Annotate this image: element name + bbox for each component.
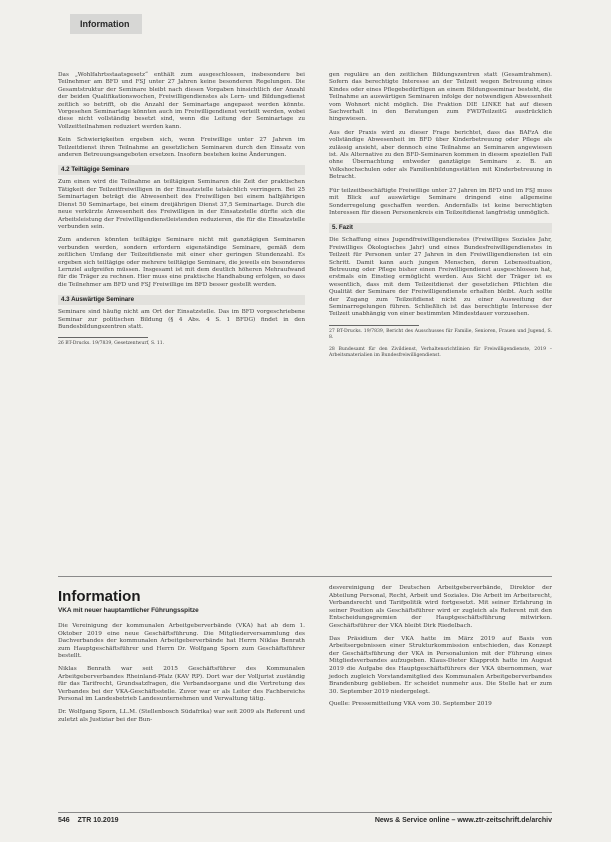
- section-divider: [58, 576, 552, 577]
- upper-left-column: [58, 72, 305, 353]
- info-title: Information: [58, 588, 141, 605]
- footer-web-link[interactable]: News & Service online – www.ztr-zeitschrift.de/archiv: [374, 817, 552, 824]
- page-number: 546: [58, 817, 70, 824]
- section-heading-4-2: 4.2 Teiltägige Seminare: [58, 165, 305, 175]
- paragraph: Aus der Praxis wird zu dieser Frage berichtet, dass das BAFzA die vollständige Abwesenheit im BFD über Kinderbetreuung oder Pflege als zulässig ansieht, aber dennoch eine Teilnahme an Seminaren angewiesen ist. Als Alternative zu den BFD-Seminaren kommen in diesem speziellen Fall ohne Übernachtung entweder ganztägige Seminare z. B. an Volkshochschulen oder als Familienbildungsstätten mit Kinderbetreuung in Betracht.: [329, 129, 552, 181]
- paragraph: Das „Wohlfahrtsstaatsgesetz“ enthält zum ausgeschlossen, insbesondere bei Teilnehmer am BFD und FSJ unter 27 Jahren keine besonderen Regelungen. Die Gesamtstruktur der Seminare bleibt nach diesen Vorgaben hinsichtlich der Anzahl der beiden Qualifikationswochen, Freiwilligendienstes als Lern- und Bildungsdienst zeitlich so betrifft, ob die Anzahl der Seminartage angepasst werden könnte. Vorgesehen Seminartage könnten auch im Freiwilligendienst verteilt werden, wobei diese nicht vollständig besetzt sind, wenn die Leitung der Seminartage zu Vollzeitteilnahmen reduziert werden kann.: [58, 72, 305, 130]
- footnote: 28 Bundesamt für den Zivildienst, Verhaltensrichtlinien für Freiwilligendienste, 2019 – Arbeitsmaterialien im Bundesfreiwilligendienst.: [329, 346, 552, 358]
- page-footer: [58, 812, 552, 824]
- upper-right-column: [329, 72, 552, 365]
- paragraph: Seminare sind häufig nicht am Ort der Einsatzstelle. Das im BFD vorgeschriebene Seminar zur politischen Bildung (§ 4 Abs. 4 S. 1 BFDG) findet in den Bundesbildungszentren statt.: [58, 309, 305, 330]
- footnote: 27 BT-Drucks. 19/7839, Bericht des Ausschusses für Familie, Senioren, Frauen und Jugend, S. 8.: [329, 328, 552, 340]
- info-left-column: [58, 623, 305, 729]
- footnote-rule: [329, 325, 419, 326]
- paragraph: Für teilzeitbeschäftigte Freiwillige unter 27 Jahren im BFD und im FSJ muss mit Blick auf auswärtige Seminare dringend eine allgemeine Sonderregelung geschaffen werden. Andernfalls ist keine berechtigten Interessen für diesen Personenkreis ein Teilzeitdienst langfristig unmöglich.: [329, 187, 552, 216]
- paragraph: Das Präsidium der VKA hatte im März 2019 auf Basis von Arbeitsergebnissen einer Strukturkommission entschieden, das Konzept der Geschäftsführung der VKA in Personalunion mit der Führung eines Mitgliedsverbandes aufzugeben. Klaus-Dieter Klapproth hatte im August 2019 die Aufgabe des Hauptgeschäftsführers der VKA übernommen, war jedoch zugleich Vorstandsmitglied des Kommunalen Arbeitgeberverbandes Brandenburg geblieben. Er scheidet nunmehr aus. Die Stelle hat er zum 30. September 2019 niedergelegt.: [329, 635, 552, 695]
- info-right-column: [329, 585, 552, 714]
- magazine-issue: ZTR 10.2019: [77, 817, 119, 824]
- paragraph: Die Vereinigung der kommunalen Arbeitgeberverbände (VKA) hat ab dem 1. Oktober 2019 eine neue Geschäftsführung. Die Mitgliederversammlung des Dachverbandes der kommunalen Arbeitgeberverbände hat Herrn Niklas Benrath zum Hauptgeschäftsführer und Herrn Dr. Wolfgang Sporn zum Geschäftsführer bestellt.: [58, 623, 305, 660]
- section-heading-5: 5. Fazit: [329, 223, 552, 233]
- paragraph: Dr. Wolfgang Sporn, LL.M. (Stellenbosch Südafrika) war seit 2009 als Referent und zuletzt als Justiziar bei der Bun-: [58, 708, 305, 723]
- section-heading-4-3: 4.3 Auswärtige Seminare: [58, 295, 305, 305]
- paragraph: gen reguläre an den zeitlichen Bildungszentren statt (Gesamtrahmen). Sofern das berechtigte Interesse an der Teilzeit wegen Betreuung eines Kindes oder eines Pflegebedürftigen an einem Bildungsseminar besteht, die Teilnahme an auswärtigen Seminaren infolge der notwendigen Abwesenheit vom Wohnort nicht möglich. Die Fraktion DIE LINKE hat auf diesen Sachverhalt in den Beratungen zum FWDTeilzeitG ausdrücklich hingewiesen.: [329, 72, 552, 123]
- paragraph: Niklas Benrath war seit 2015 Geschäftsführer des Kommunalen Arbeitgeberverbandes Rheinland-Pfalz (KAV RP). Dort war der Volljurist zuständig für das Tarifrecht, Grundsatzfragen, die Verbandsorgane und die Vertretung des Verbandes bei der VKA-Geschäftsstelle. Zuvor war er als Leiter des Fachbereichs Personal im Landesbetrieb Landesunternehmen und Verwaltung tätig.: [58, 665, 305, 703]
- info-subtitle: VKA mit neuer hauptamtlicher Führungsspitze: [58, 607, 199, 614]
- paragraph: desvereinigung der Deutschen Arbeitgeberverbände, Direktor der Abteilung Personal, Recht, Arbeit und Soziales. Die Arbeit im Arbeitsrecht, Verbandsrecht und Tarifpolitik wird fortgesetzt. Mit seiner Erfahrung in seiner Position als Geschäftsführer wird er zugleich als Referent mit den Entscheidungsgremien der Hauptgeschäftsführung mitwirken. Geschäftsführer der VKA bleibt Dirk Riedelbach.: [329, 585, 552, 629]
- paragraph: Die Schaffung eines Jugendfreiwilligendienstes (Freiwilliges Soziales Jahr, Freiwilliges Ökologisches Jahr) und eines Bundesfreiwilligendienstes in Teilzeit für Personen unter 27 Jahren in den Freiwilligendiensten ist ein Schritt. Damit kann auch jungen Menschen, deren Lebenssituation, Betreuung oder Pflege bisher einen Freiwilligendienst ausgeschlossen hat, erstmals ein Einstieg ermöglicht werden. Aus Sicht der Träger ist es wesentlich, dass mit dem Teilzeitdienst der gesetzlichen Pflichten die Qualität der Seminare der Freiwilligendienste erhalten bleibt. Auch sollte der Zugang zum Teilzeitdienst nicht zu einer Ausweitung der Seminarregelungen führen. Schließlich ist das berechtigte Interesse der Teilzeit unabhängig von einer bestimmten Mindestdauer vorzusehen.: [329, 237, 552, 318]
- paragraph: Zum einen wird die Teilnahme an teiltägigen Seminaren die Zeit der praktischen Tätigkeit der Teilzeitfreiwilligen in der Einsatzstelle tatsächlich verringern. Bei 25 Seminartagen beträgt die Abwesenheit des Freiwilligen bei einem halbjährigen Dienst 50 Seminartage, bei einem dreijährigen Dienst 37,5 Seminartage. Durch die neue verkürzte Anwesenheit des Freiwilligen in der Einsatzstelle dürfte sich die Arbeitsleistung der Freiwilligendienstleistenden reduzieren, die für die Einsatzstelle verbunden sein.: [58, 179, 305, 230]
- paragraph: Zum anderen könnten teiltägige Seminare nicht mit ganztägigen Seminaren verbunden werden, sondern erfordern eigenständige Seminare, gemäß dem zeitlichen Umfang der Teilzeitdienste mit einer eher geringen Stundenzahl. Es ergeben sich teiltägige oder mehrere teiltägige Seminare, die jeweils ein besonderes Lernziel aufgreifen müssen. Insgesamt ist mit dem deutlich höheren Mehraufwand für die Träger zu rechnen. Hier muss eine praktische Handhabung erfolgen, so dass die Teilnehmer am BFD und FSJ Freiwillige im BFD besser gestellt werden.: [58, 237, 305, 288]
- source-line: Quelle: Pressemitteilung VKA vom 30. September 2019: [329, 701, 492, 708]
- running-head: Information: [70, 14, 142, 34]
- footnote-rule: [58, 337, 148, 338]
- footnote: 26 BT-Drucks. 19/7839, Gesetzentwurf, S. 11.: [58, 341, 165, 347]
- paragraph: Kein Schwierigkeiten ergeben sich, wenn Freiwillige unter 27 Jahren im Teilzeitdienst ihren Teilnahme an gesetzlichen Seminaren durch den Einsatz von anderen Betreuungsangeboten ersetzen. Insofern bestehen keine Änderungen.: [58, 137, 305, 159]
